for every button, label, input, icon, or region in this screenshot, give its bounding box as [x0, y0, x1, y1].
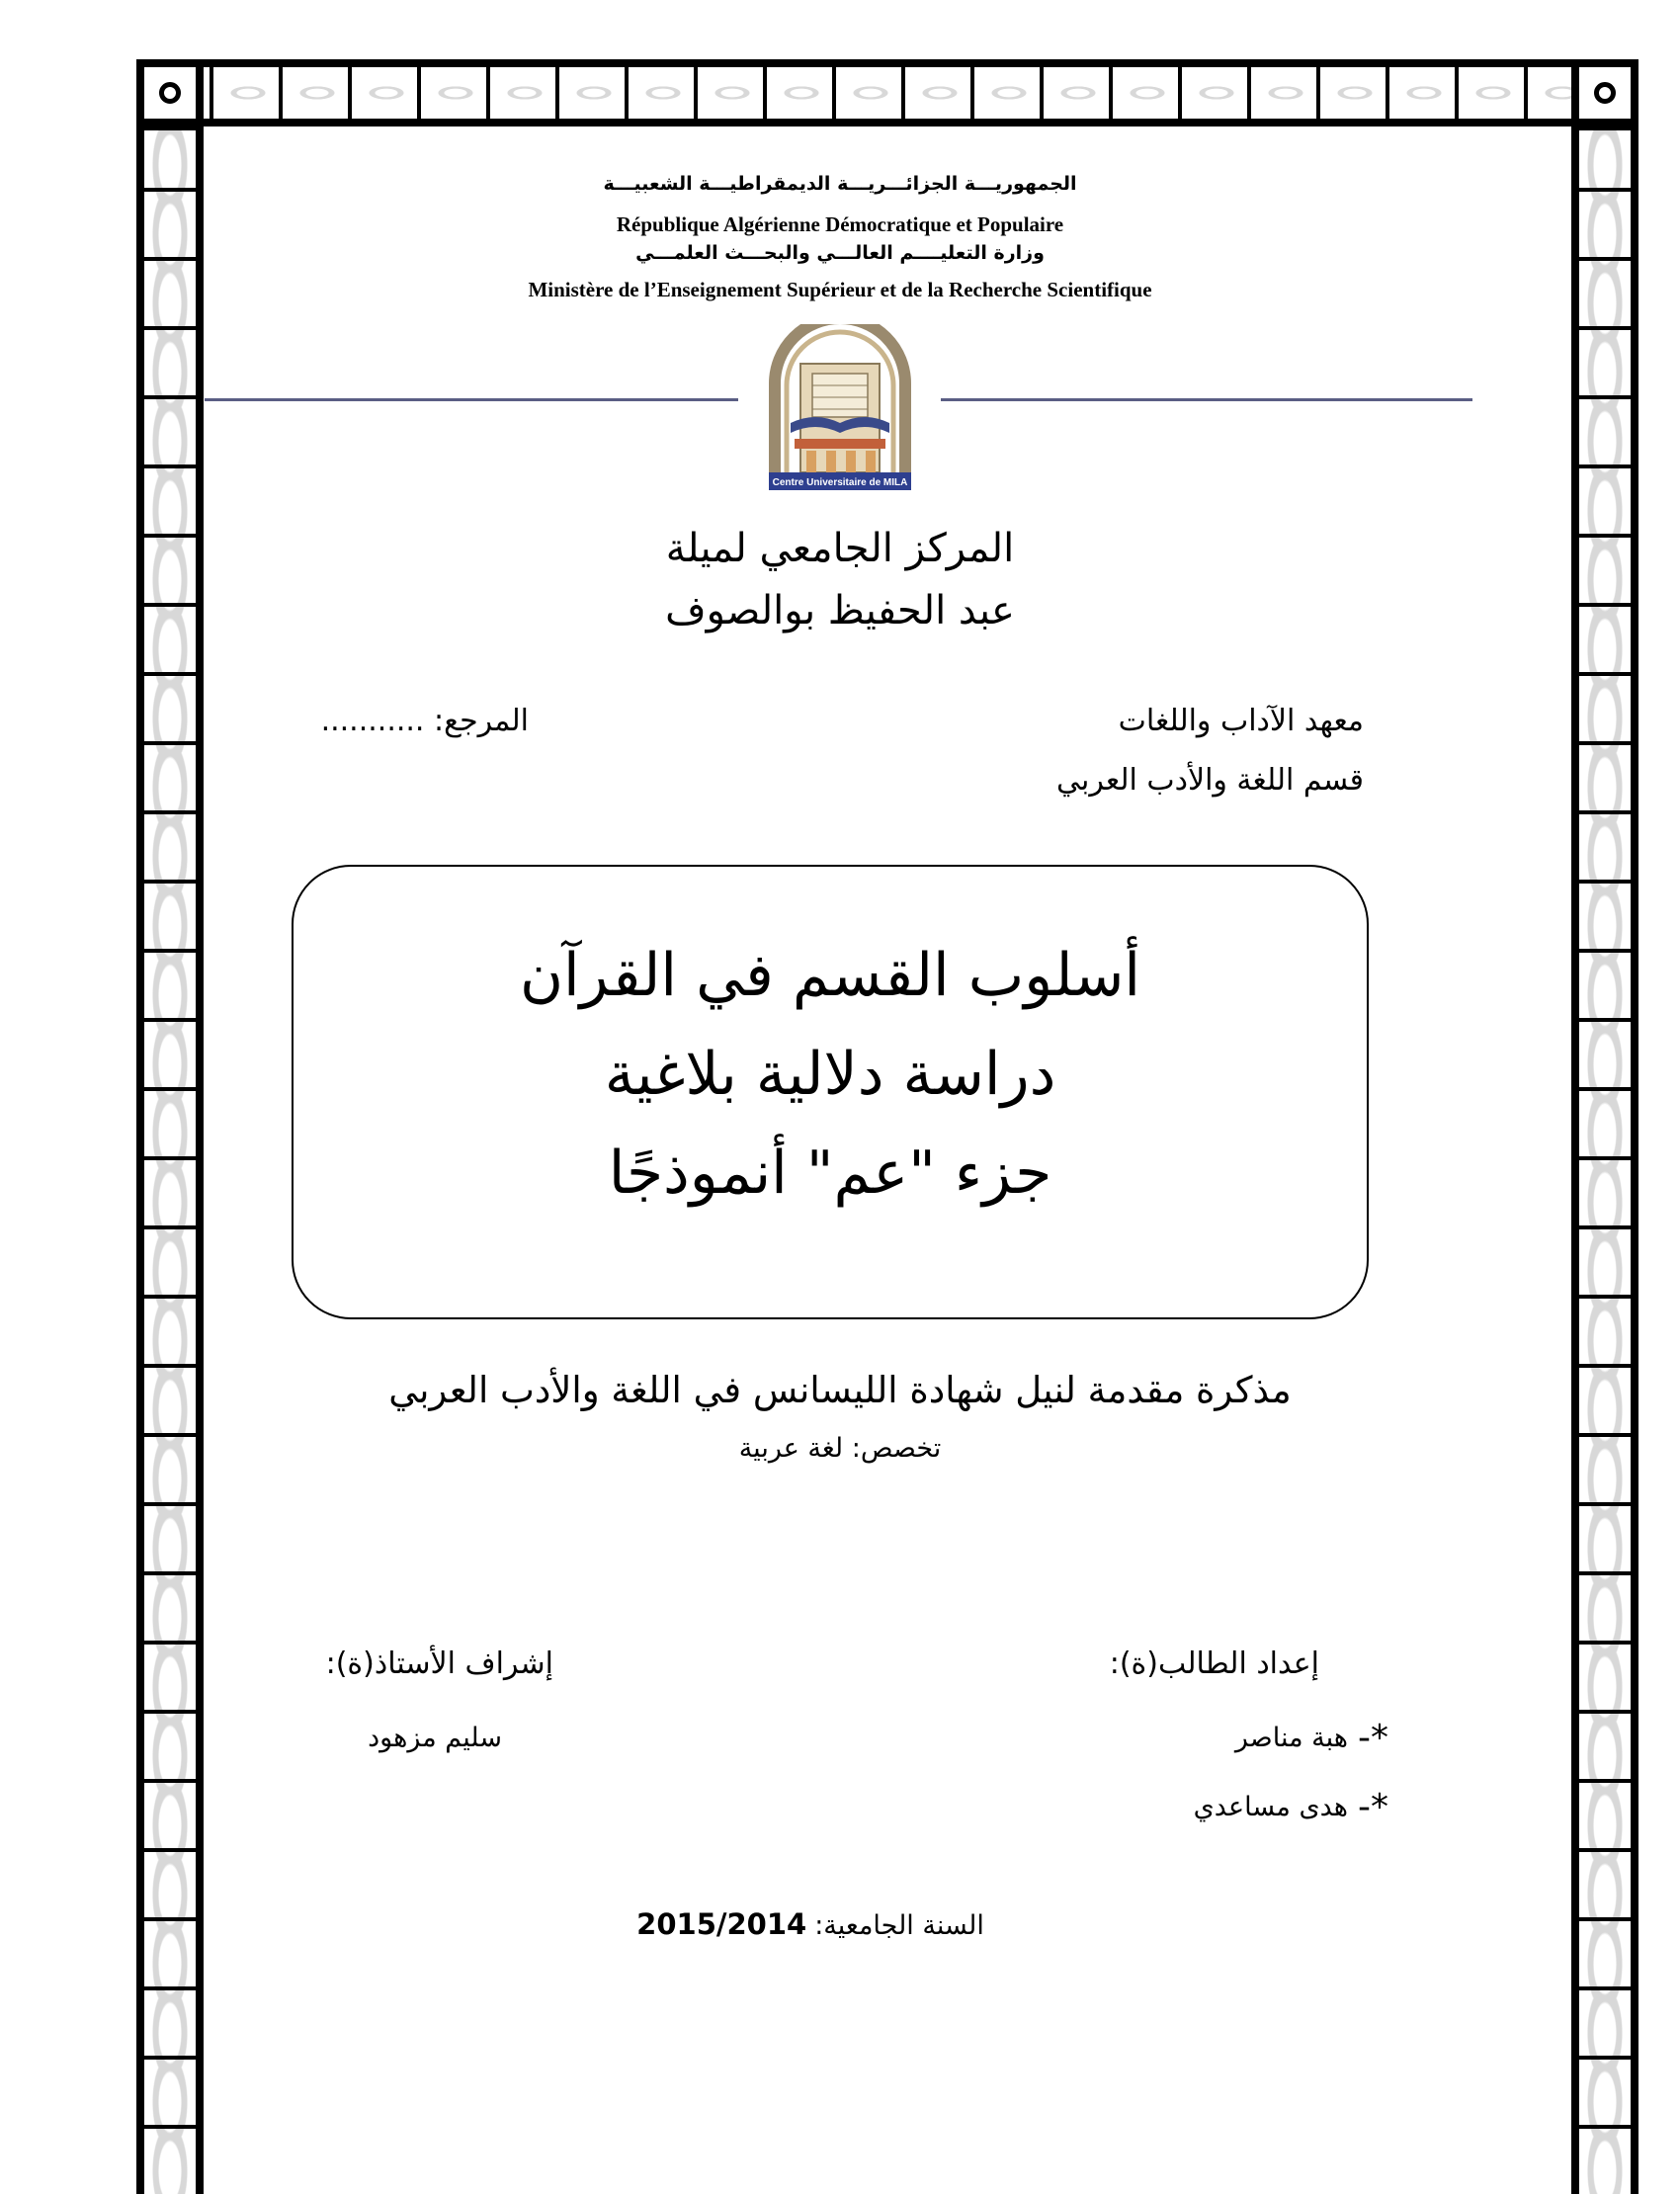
student-row-1 — [1235, 1718, 1388, 1758]
title-line-3: جزء "عم" أنموذجًا — [608, 1139, 1052, 1208]
students-label: إعداد الطالب(ة): — [1109, 1646, 1319, 1681]
academic-year-label: السنة الجامعية: — [814, 1910, 984, 1941]
ministry-fr: Ministère de l’Enseignement Supérieur et de la Recherche Scientifique — [528, 278, 1152, 301]
supervisor-label: إشراف الأستاذ(ة): — [325, 1646, 553, 1681]
student-name-1: هبة مناصر — [1234, 1723, 1348, 1753]
bullet-icon: *- — [1358, 1787, 1388, 1827]
logo-caption: Centre Universitaire de MILA — [772, 477, 908, 488]
university-logo — [761, 324, 919, 494]
border-right — [1571, 59, 1638, 2194]
header-rule-left — [205, 398, 738, 401]
supervisor-name: سليم مزهود — [368, 1723, 502, 1753]
department-name: قسم اللغة والأدب العربي — [1055, 763, 1364, 798]
header-rule-right — [941, 398, 1472, 401]
title-line-2: دراسة دلالية بلاغية — [604, 1040, 1056, 1109]
institution-person: عبد الحفيظ بوالصوف — [665, 588, 1015, 633]
student-row-2 — [1194, 1787, 1388, 1827]
republic-ar: الجمهوريـــة الجزائـــريـــة الديمقراطيـــة الشعبيـــة — [603, 173, 1077, 195]
republic-fr: République Algérienne Démocratique et Populaire — [616, 212, 1064, 236]
border-top — [136, 59, 1638, 127]
thesis-specialty: تخصص: لغة عربية — [738, 1433, 942, 1464]
thesis-description: مذكرة مقدمة لنيل شهادة الليسانس في اللغة والأدب العربي — [388, 1369, 1292, 1411]
reference-number: المرجع: ........... — [320, 704, 529, 738]
bullet-icon: *- — [1358, 1718, 1388, 1758]
institution-name: المركز الجامعي لميلة — [665, 526, 1015, 571]
institute-name: معهد الآداب واللغات — [1118, 704, 1364, 738]
student-name-2: هدى مساعدي — [1193, 1792, 1348, 1822]
academic-year — [603, 1907, 1018, 1941]
title-box — [292, 865, 1369, 1319]
title-line-1: أسلوب القسم في القرآن — [519, 941, 1141, 1010]
ministry-ar: وزارة التعليــــم العالـــي والبحـــث العلمـــي — [635, 242, 1045, 264]
corner-ornament-icon — [1579, 67, 1631, 119]
academic-year-value: 2015/2014 — [636, 1907, 807, 1941]
border-left — [136, 59, 204, 2194]
corner-ornament-icon — [144, 67, 196, 119]
